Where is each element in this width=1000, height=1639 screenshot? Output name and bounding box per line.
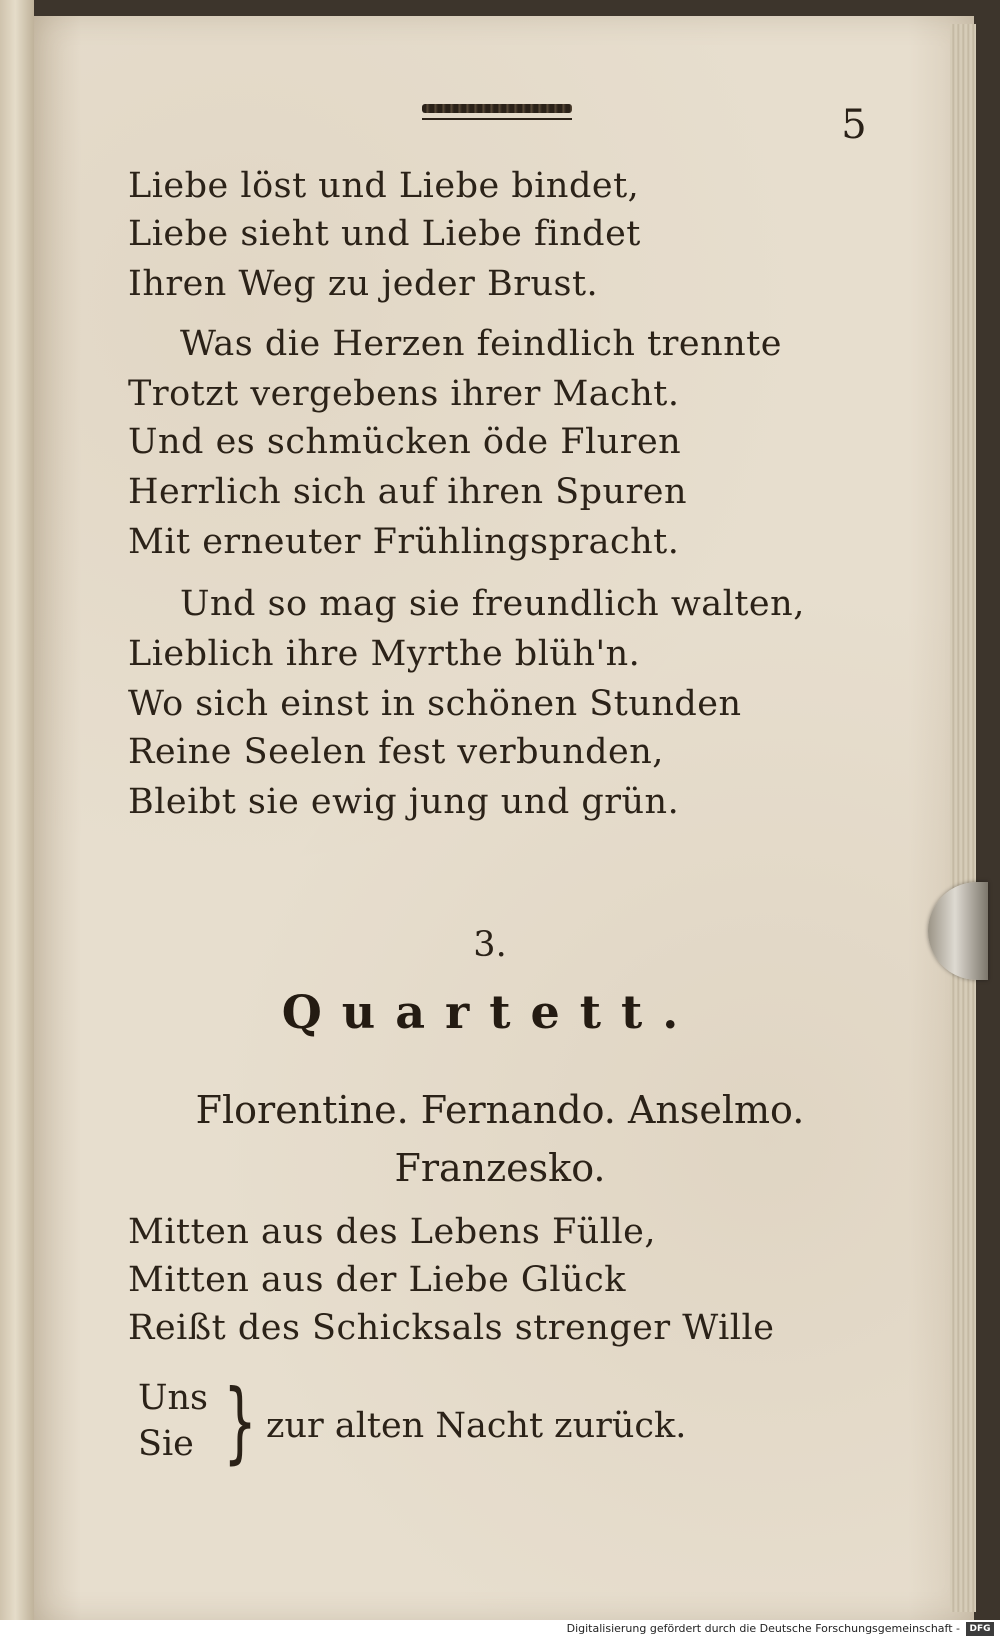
roles-line: Florentine. Fernando. Anselmo. bbox=[195, 1088, 805, 1132]
header-ornament bbox=[422, 104, 572, 124]
verse-line: Trotzt vergebens ihrer Macht. bbox=[128, 374, 680, 414]
verse-line: Und es schmücken öde Fluren bbox=[128, 422, 682, 462]
verse-line: Reine Seelen fest verbunden, bbox=[128, 732, 664, 772]
brace-option: Sie bbox=[138, 1424, 194, 1464]
section-title: Quartett. bbox=[281, 985, 699, 1039]
ornament-band bbox=[422, 104, 572, 113]
verse-line: zur alten Nacht zurück. bbox=[266, 1406, 687, 1446]
verse-line: Bleibt sie ewig jung und grün. bbox=[128, 782, 680, 822]
roles-line: Franzesko. bbox=[394, 1146, 606, 1190]
verse-line: Was die Herzen feindlich trennte bbox=[180, 324, 782, 364]
book-binding bbox=[0, 0, 34, 1639]
page-edge-stack bbox=[950, 24, 976, 1612]
verse-line: Mitten aus der Liebe Glück bbox=[128, 1260, 626, 1300]
footer-bar bbox=[0, 1620, 1000, 1639]
verse-line: Liebe sieht und Liebe findet bbox=[128, 214, 641, 254]
verse-line: Mitten aus des Lebens Fülle, bbox=[128, 1212, 656, 1252]
verse-line: Liebe löst und Liebe bindet, bbox=[128, 166, 640, 206]
curly-brace-icon: } bbox=[223, 1370, 257, 1473]
verse-line: Reißt des Schicksals strenger Wille bbox=[128, 1308, 775, 1348]
section-number: 3. bbox=[473, 925, 507, 965]
verse-line: Mit erneuter Frühlingspracht. bbox=[128, 522, 680, 562]
page-number: 5 bbox=[841, 102, 867, 148]
verse-line: Lieblich ihre Myrthe blüh'n. bbox=[128, 634, 641, 674]
verse-line: Wo sich einst in schönen Stunden bbox=[128, 684, 742, 724]
dfg-logo: DFG bbox=[966, 1622, 994, 1636]
brace-option: Uns bbox=[138, 1378, 208, 1418]
verse-line: Ihren Weg zu jeder Brust. bbox=[128, 264, 599, 304]
brace-group bbox=[128, 1370, 728, 1478]
verse-line: Und so mag sie freundlich walten, bbox=[180, 584, 805, 624]
footer-credit: Digitalisierung gefördert durch die Deutsche Forschungsgemeinschaft - bbox=[566, 1622, 960, 1635]
ornament-rule bbox=[422, 118, 572, 120]
verse-line: Herrlich sich auf ihren Spuren bbox=[128, 472, 688, 512]
